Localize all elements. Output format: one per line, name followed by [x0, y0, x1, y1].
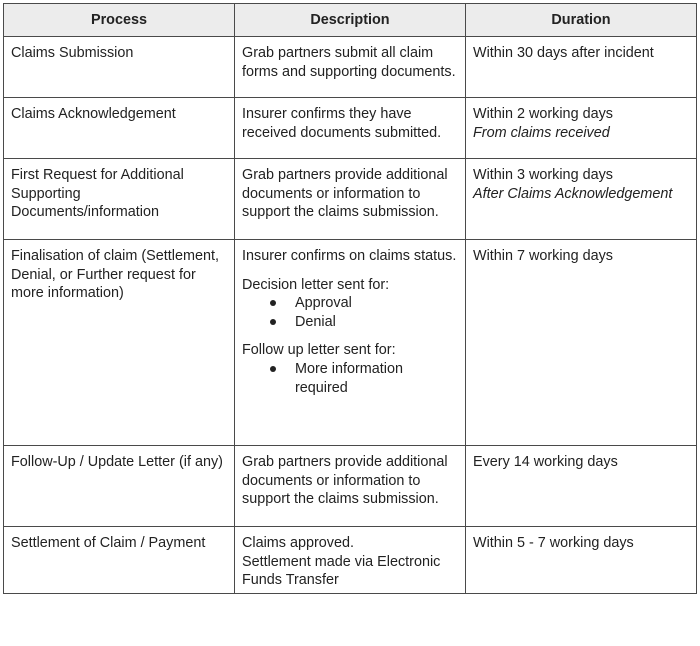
table-row	[4, 446, 697, 527]
description-cell: Grab partners provide additional documents or information to support the claims submission.	[235, 446, 466, 527]
list-item	[295, 360, 458, 397]
table-row	[4, 98, 697, 159]
followup-label: Follow up letter sent for:	[242, 342, 396, 359]
description-text: Settlement made via Electronic Funds Transfer	[242, 553, 441, 589]
header-description: Description	[235, 4, 466, 37]
decision-list	[242, 294, 458, 331]
table-row	[4, 527, 697, 594]
claims-process-table-wrapper	[3, 3, 696, 594]
table-row	[4, 159, 697, 240]
list-item-text: Approval	[295, 295, 352, 312]
decision-label: Decision letter sent for:	[242, 276, 390, 293]
process-cell: Settlement of Claim / Payment	[4, 527, 235, 594]
process-cell: Claims Submission	[4, 37, 235, 98]
bullet-icon	[270, 319, 276, 325]
duration-cell	[466, 98, 697, 159]
duration-cell	[466, 240, 697, 446]
duration-cell	[466, 37, 697, 98]
description-cell	[235, 240, 466, 446]
process-cell: Finalisation of claim (Settlement, Denial, or Further request for more information)	[4, 240, 235, 446]
duration-cell	[466, 527, 697, 594]
duration-text: Within 2 working days	[473, 106, 613, 122]
description-text: Insurer confirms on claims status.	[242, 248, 457, 264]
duration-text: Within 30 days after incident	[473, 45, 654, 61]
list-item	[295, 313, 458, 332]
duration-cell	[466, 159, 697, 240]
duration-text: Within 7 working days	[473, 248, 613, 264]
bullet-icon	[270, 300, 276, 306]
description-cell: Grab partners submit all claim forms and supporting documents.	[235, 37, 466, 98]
description-cell: Grab partners provide additional documents or information to support the claims submission.	[235, 159, 466, 240]
list-item-text: Denial	[295, 313, 336, 330]
list-item	[295, 294, 458, 313]
table-header-row	[4, 4, 697, 37]
description-text: Claims approved.	[242, 535, 354, 551]
description-cell: Insurer confirms they have received documents submitted.	[235, 98, 466, 159]
duration-text: Every 14 working days	[473, 454, 618, 470]
duration-note: After Claims Acknowledgement	[473, 185, 673, 202]
duration-note: From claims received	[473, 124, 610, 141]
duration-text: Within 3 working days	[473, 167, 613, 183]
bullet-icon	[270, 366, 276, 372]
claims-process-table	[3, 3, 697, 594]
followup-list	[242, 360, 458, 397]
table-row	[4, 37, 697, 98]
process-cell: First Request for Additional Supporting Documents/information	[4, 159, 235, 240]
table-row	[4, 240, 697, 446]
process-cell: Claims Acknowledgement	[4, 98, 235, 159]
list-item-text: More information required	[295, 360, 403, 396]
duration-text: Within 5 - 7 working days	[473, 535, 634, 551]
description-cell	[235, 527, 466, 594]
header-process: Process	[4, 4, 235, 37]
duration-cell	[466, 446, 697, 527]
process-cell: Follow-Up / Update Letter (if any)	[4, 446, 235, 527]
header-duration: Duration	[466, 4, 697, 37]
